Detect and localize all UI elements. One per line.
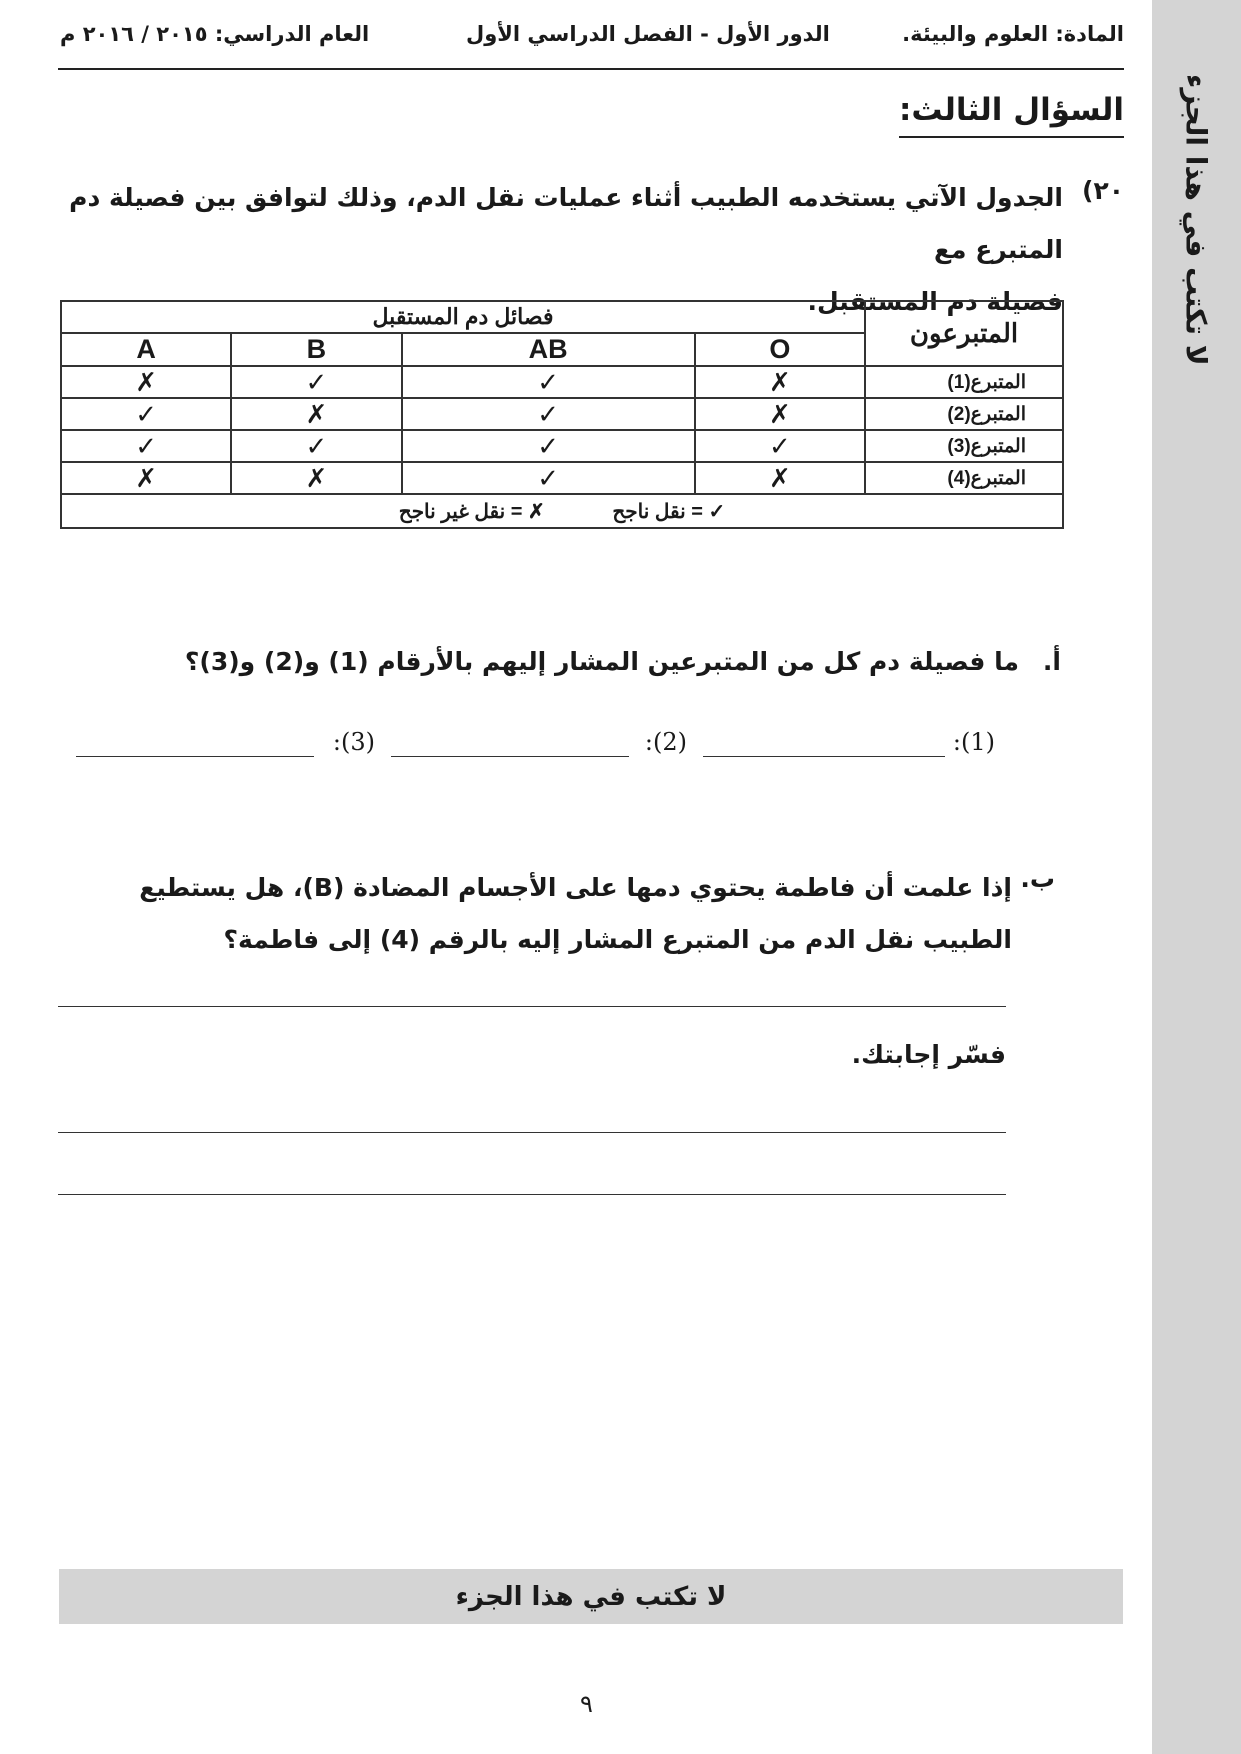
cell-mark: ✓ (402, 398, 695, 430)
blank-3-label: :(3) (332, 728, 375, 756)
cell-mark: ✓ (231, 366, 401, 398)
legend-success: ✓ = نقل ناجح (612, 500, 726, 523)
cell-mark: ✓ (402, 462, 695, 494)
table-row (61, 366, 1063, 398)
answer-blank-2[interactable] (391, 756, 629, 757)
cell-mark: ✓ (61, 398, 231, 430)
part-a-letter: أ. (1042, 647, 1061, 676)
answer-line[interactable] (58, 1006, 1006, 1007)
cell-mark: ✗ (695, 462, 865, 494)
column-header-o: O (695, 333, 865, 366)
cell-mark: ✗ (61, 366, 231, 398)
blood-type-table (60, 300, 1064, 529)
header-divider (58, 68, 1124, 70)
donor-label: المتبرع(3) (865, 430, 1063, 462)
cell-mark: ✓ (402, 366, 695, 398)
column-header-b: B (231, 333, 401, 366)
answer-blank-1[interactable] (703, 756, 945, 757)
cell-mark: ✗ (231, 462, 401, 494)
cell-mark: ✗ (695, 366, 865, 398)
part-b-letter: ب. (1020, 864, 1055, 893)
question-text-line2: فصيلة دم المستقبل. (807, 287, 1063, 316)
donors-header: المتبرعون (865, 301, 1063, 366)
donor-label: المتبرع(2) (865, 398, 1063, 430)
blank-1-label: :(1) (952, 728, 995, 756)
answer-line[interactable] (58, 1194, 1006, 1195)
header-subject: المادة: العلوم والبيئة. (902, 22, 1124, 46)
donor-label: المتبرع(1) (865, 366, 1063, 398)
question-title: السؤال الثالث: (899, 92, 1124, 138)
page-number: ٩ (580, 1690, 593, 1718)
recipient-header: فصائل دم المستقبل (61, 301, 865, 333)
question-text-line1: الجدول الآتي يستخدمه الطبيب أثناء عمليات نقل الدم، وذلك لتوافق بين فصيلة دم المتبرع مع (69, 183, 1063, 264)
header-session: الدور الأول - الفصل الدراسي الأول (466, 22, 830, 46)
cell-mark: ✗ (231, 398, 401, 430)
header-year: العام الدراسي: ٢٠١٥ / ٢٠١٦ م (60, 22, 370, 46)
table-row (61, 430, 1063, 462)
part-a-question: ما فصيلة دم كل من المتبرعين المشار إليهم بالأرقام (1) و(2) و(3)؟ (184, 647, 1019, 676)
cell-mark: ✓ (231, 430, 401, 462)
side-note: لا تكتب في هذا الجزء (1179, 74, 1213, 366)
table-row (61, 462, 1063, 494)
part-b-question: إذا علمت أن فاطمة يحتوي دمها على الأجسام المضادة (B)، هل يستطيع الطبيب نقل الدم من المتبرع المشار إليه بالرقم (4) إلى فاطمة؟ (139, 873, 1012, 954)
cell-mark: ✗ (695, 398, 865, 430)
answer-line[interactable] (58, 1132, 1006, 1133)
cell-mark: ✓ (695, 430, 865, 462)
legend-fail: ✗ = نقل غير ناجح (398, 500, 545, 523)
answer-blank-3[interactable] (76, 756, 314, 757)
donor-label: المتبرع(4) (865, 462, 1063, 494)
cell-mark: ✗ (61, 462, 231, 494)
column-header-ab: AB (402, 333, 695, 366)
no-write-footer-bar: لا تكتب في هذا الجزء (59, 1569, 1123, 1624)
question-number: ٢٠) (1082, 176, 1124, 205)
cell-mark: ✓ (402, 430, 695, 462)
table-legend (61, 494, 1063, 528)
explain-prompt: فسّر إجابتك. (851, 1040, 1006, 1069)
table-row (61, 398, 1063, 430)
column-header-a: A (61, 333, 231, 366)
blank-2-label: :(2) (644, 728, 687, 756)
cell-mark: ✓ (61, 430, 231, 462)
